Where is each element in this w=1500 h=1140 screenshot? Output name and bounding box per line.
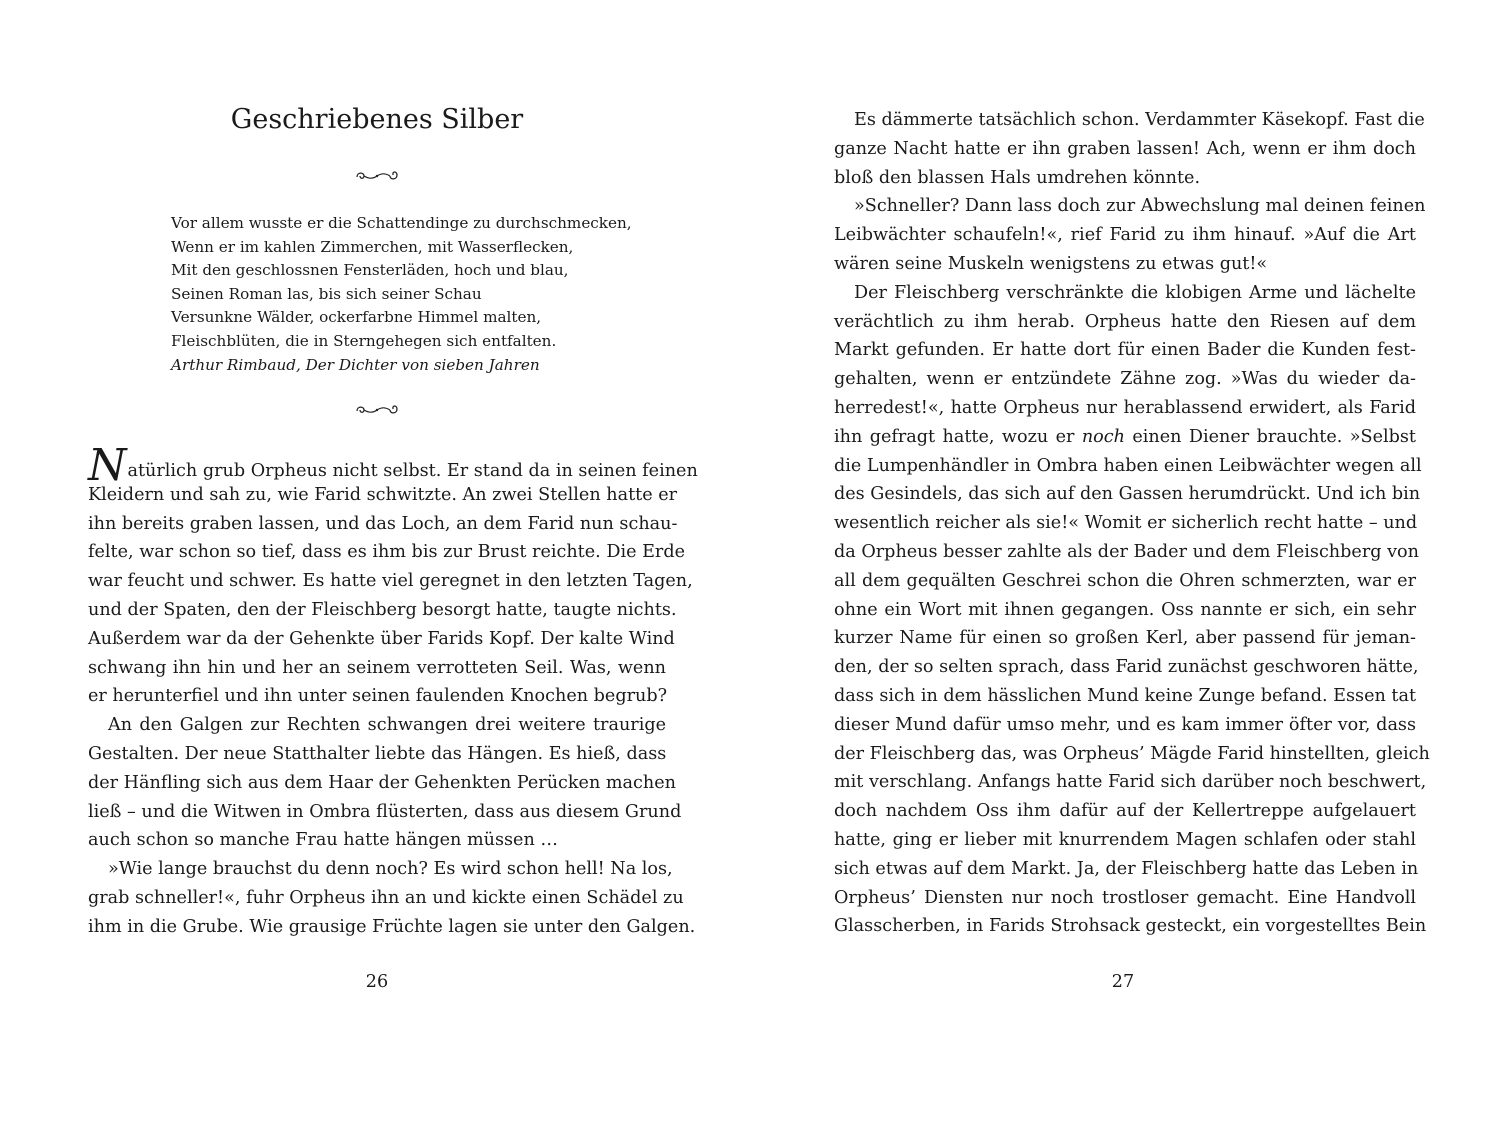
ornament-top [88, 166, 666, 186]
poem-line: Fleischblüten, die in Sterngehegen sich entfalten. [171, 331, 557, 350]
text-line: ohne ein Wort mit ihnen gegangen. Oss nannte er sich, ein sehr [834, 599, 1416, 620]
text-segment: ihn gefragt hatte, wozu er [834, 426, 1082, 447]
text-line: den, der so selten sprach, dass Farid zunächst geschworen hätte, [834, 657, 1419, 678]
text-line: der Hänfling sich aus dem Haar der Gehenkten Perücken machen [88, 772, 676, 793]
text-line: all dem gequälten Geschrei schon die Ohren schmerzten, war er [834, 570, 1416, 591]
text-line: Gestalten. Der neue Statthalter liebte das Hängen. Es hieß, dass [88, 743, 667, 764]
poem-line: Mit den geschlossnen Fensterläden, hoch und blau, [171, 261, 569, 280]
text-line: ließ – und die Witwen in Ombra flüsterten, dass aus diesem Grund [88, 801, 682, 822]
text-line: dieser Mund dafür umso mehr, und es kam immer öfter vor, dass [834, 714, 1416, 735]
text-line: die Lumpenhändler in Ombra haben einen Leibwächter wegen all [834, 455, 1422, 476]
text-line: Glasscherben, in Farids Strohsack gesteckt, ein vorgestelltes Bein [834, 916, 1427, 937]
body-text-right [834, 106, 1430, 941]
epigraph-poem [171, 212, 631, 377]
text-line: Der Fleischberg verschränkte die klobigen Arme und lächelte [854, 282, 1416, 303]
text-line: Es dämmerte tatsächlich schon. Verdammter Käsekopf. Fast die [854, 110, 1425, 130]
chapter-title: Geschriebenes Silber [230, 104, 524, 135]
page-number-left: 26 [365, 972, 389, 992]
text-line: er herunterfiel und ihn unter seinen faulenden Knochen begrub? [88, 686, 668, 707]
drop-cap: N [88, 440, 127, 491]
text-line: verächtlich zu ihm herab. Orpheus hatte den Riesen auf dem [834, 311, 1416, 332]
text-line: kurzer Name für einen so großen Kerl, aber passend für jeman- [834, 628, 1416, 649]
text-line: Orpheus’ Diensten nur noch trostloser gemacht. Eine Handvoll [834, 887, 1416, 908]
text-segment: einen Diener brauchte. »Selbst [1124, 426, 1416, 447]
text-line: An den Galgen zur Rechten schwangen drei weitere traurige [108, 715, 666, 736]
text-line: ihm in die Grube. Wie grausige Früchte lagen sie unter den Galgen. [88, 916, 696, 937]
poem-line: Versunkne Wälder, ockerfarbne Himmel malten, [171, 308, 542, 327]
text-line: und der Spaten, den der Fleischberg besorgt hatte, taugte nichts. [88, 599, 677, 620]
text-line: auch schon so manche Frau hatte hängen müssen … [88, 830, 558, 851]
ornament-bottom [88, 400, 666, 420]
text-line: schwang ihn hin und her an seinem verrotteten Seil. Was, wenn [88, 657, 666, 678]
text-line: gehalten, wenn er entzündete Zähne zog. »Was du wieder da- [834, 369, 1416, 390]
text-line: ganze Nacht hatte er ihn graben lassen! Ach, wenn er ihm doch [834, 138, 1416, 159]
text-line: grab schneller!«, fuhr Orpheus ihn an und kickte einen Schädel zu [88, 887, 684, 908]
swirl-ornament-icon [353, 168, 401, 184]
text-line: Leibwächter schaufeln!«, rief Farid zu ihm hinauf. »Auf die Art [834, 225, 1416, 246]
text-line [88, 440, 698, 491]
text-line: dass sich in dem hässlichen Mund keine Zunge befand. Essen tat [834, 685, 1417, 706]
poem-attribution: Arthur Rimbaud, Der Dichter von sieben Jahren [171, 355, 540, 374]
emphasized-word: noch [1081, 426, 1125, 447]
text-line: hatte, ging er lieber mit knurrendem Magen schlafen oder stahl [834, 829, 1416, 850]
text-line: bloß den blassen Hals umdrehen könnte. [834, 167, 1201, 188]
text-line: der Fleischberg das, was Orpheus’ Mägde Farid hinstellten, gleich [834, 743, 1430, 764]
page-number-right: 27 [1111, 972, 1135, 992]
text-line: Außerdem war da der Gehenkte über Farids Kopf. Der kalte Wind [88, 628, 675, 649]
text-line: des Gesindels, das sich auf den Gassen herumdrückt. Und ich bin [834, 484, 1421, 505]
text-line: mit verschlang. Anfangs hatte Farid sich darüber noch beschwert, [834, 772, 1427, 793]
text-line: felte, war schon so tief, dass es ihm bis zur Brust reichte. Die Erde [88, 542, 686, 563]
right-page [750, 0, 1500, 1140]
text-line: doch nachdem Oss ihm dafür auf der Kellertreppe aufgelauert [834, 801, 1416, 822]
text-line: ihn bereits graben lassen, und das Loch, an dem Farid nun schau- [88, 513, 678, 534]
text-line: sich etwas auf dem Markt. Ja, der Fleischberg hatte das Leben in [834, 858, 1419, 879]
text-line: »Schneller? Dann lass doch zur Abwechslung mal deinen feinen [854, 196, 1426, 217]
swirl-ornament-icon [353, 402, 401, 418]
text-line: Markt gefunden. Er hatte dort für einen Bader die Kunden fest- [834, 340, 1416, 361]
poem-line: Vor allem wusste er die Schattendinge zu durchschmecken, [171, 214, 632, 232]
poem-line: Wenn er im kahlen Zimmerchen, mit Wasserflecken, [171, 237, 574, 256]
text-line-rest: atürlich grub Orpheus nicht selbst. Er stand da in seinen feinen [127, 461, 698, 481]
text-line: »Wie lange brauchst du denn noch? Es wird schon hell! Na los, [108, 859, 673, 880]
text-line: Kleidern und sah zu, wie Farid schwitzte. An zwei Stellen hatte er [88, 484, 678, 505]
text-line: da Orpheus besser zahlte als der Bader und dem Fleischberg von [834, 541, 1419, 562]
text-line: herredest!«, hatte Orpheus nur herablassend erwidert, als Farid [834, 397, 1416, 418]
poem-line: Seinen Roman las, bis sich seiner Schau [171, 284, 482, 303]
text-line: war feucht und schwer. Es hatte viel geregnet in den letzten Tagen, [88, 571, 693, 592]
text-line: wären seine Muskeln wenigstens zu etwas gut!« [834, 253, 1268, 274]
body-text-left [88, 440, 698, 942]
text-line: wesentlich reicher als sie!« Womit er sicherlich recht hatte – und [834, 513, 1418, 534]
text-line [834, 423, 1416, 452]
